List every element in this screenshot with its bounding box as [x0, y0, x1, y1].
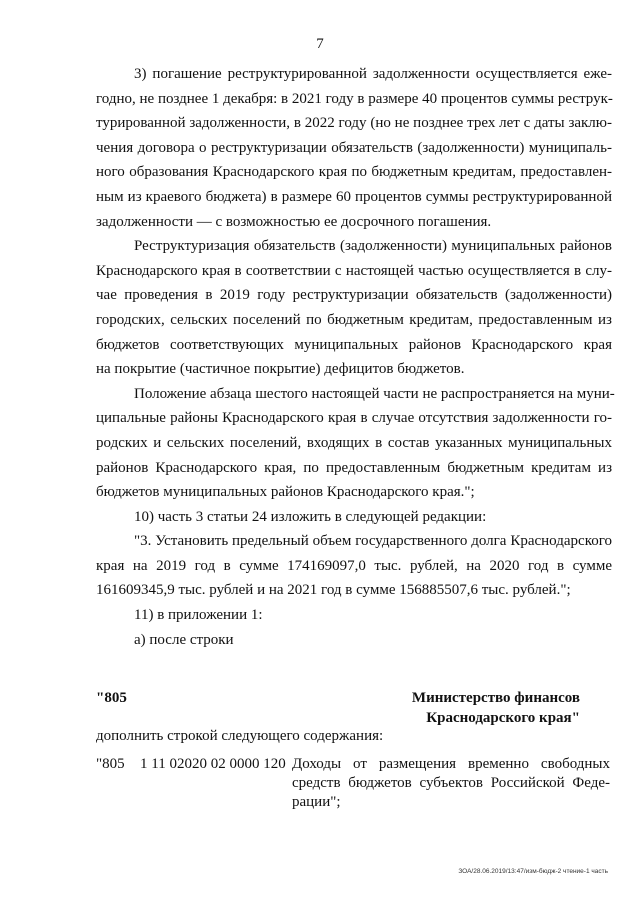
text-line: чае проведения в 2019 году реструктуризации обязательств (задолженности): [96, 287, 612, 304]
text-line: 3) погашение реструктурированной задолженности осуществляется еже-: [134, 66, 612, 82]
paragraph-debt-limit: [96, 529, 612, 603]
text-line: годно, не позднее 1 декабря: в 2021 году в размере 40 процентов суммы реструк-: [96, 90, 613, 107]
text-line: "3. Установить предельный объем государственного долга Краснодарского: [134, 533, 612, 550]
text-line: Реструктуризация обязательств (задолженности) муниципальных районов: [134, 238, 612, 255]
text-line: рации";: [292, 794, 341, 810]
text-line: а) после строки: [134, 631, 234, 648]
page-number: 7: [316, 36, 324, 52]
ministry-line: Министерство финансов: [411, 690, 580, 706]
text-line: ного образования Краснодарского края по бюджетным кредитам, предоставлен-: [96, 164, 612, 181]
paragraph-restructuring: [96, 234, 612, 382]
text-line: 11) в приложении 1:: [134, 607, 263, 624]
text-line: бюджетов муниципальных районов Краснодарского края.";: [96, 484, 475, 501]
admin-code: "805: [96, 690, 127, 706]
budget-classification-code: 1 11 02020 02 0000 120: [140, 756, 286, 772]
text-line: турированной задолженности, в 2022 году (но не позднее трех лет с даты заклю-: [96, 115, 612, 132]
text-line: чения договора о реструктуризации обязательств (задолженности) муниципаль-: [96, 139, 612, 156]
text-line: родских и сельских поселений, входящих в состав указанных муниципальных: [96, 434, 612, 451]
paragraph-item-a: [96, 628, 612, 653]
paragraph-repayment: [96, 62, 612, 234]
ministry-line: Краснодарского края": [426, 710, 580, 726]
text-line: средств бюджетов субъектов Российской Феде-: [292, 775, 610, 791]
document-footer: ЗОА/28.06.2019/13:47/изм-бюдж-2 чтение-1 часть: [458, 868, 608, 875]
text-line: Доходы от размещения временно свободных: [292, 756, 610, 772]
text-line: задолженности — с возможностью ее досрочного погашения.: [96, 213, 492, 230]
text-line: Положение абзаца шестого настоящей части не распространяется на муни-: [134, 385, 615, 402]
paragraph-item-10: [96, 505, 612, 530]
text-line: 161609345,9 тыс. рублей и на 2021 год в сумме 156885507,6 тыс. рублей.";: [96, 582, 571, 599]
text-line: Краснодарского края в соответствии с настоящей частью осуществляется в слу-: [96, 262, 612, 279]
text-line: на покрытие (частичное покрытие) дефицитов бюджетов.: [96, 361, 465, 378]
supplement-text: дополнить строкой следующего содержания:: [96, 728, 384, 744]
paragraph-item-11: [96, 603, 612, 628]
ministry-name: [412, 688, 580, 728]
text-line: 10) часть 3 статьи 24 изложить в следующей редакции:: [134, 508, 487, 525]
text-line: края на 2019 год в сумме 174169097,0 тыс. рублей, на 2020 год в сумме: [96, 557, 612, 574]
text-line: городских, сельских поселений по бюджетным кредитам, предоставленным из: [96, 311, 612, 328]
paragraph-exception: [96, 382, 615, 505]
text-line: бюджетов соответствующих муниципальных районов Краснодарского края: [96, 336, 612, 353]
text-line: ным из краевого бюджета) в размере 60 процентов суммы реструктурированной: [96, 188, 612, 205]
text-line: районов Краснодарского края, по предоставленным бюджетным кредитам из: [96, 459, 612, 476]
text-line: ципальные районы Краснодарского края в случае отсутствия задолженности го-: [96, 410, 612, 427]
income-description: [292, 755, 610, 812]
admin-code: "805: [96, 756, 125, 772]
document-body: [96, 62, 615, 652]
